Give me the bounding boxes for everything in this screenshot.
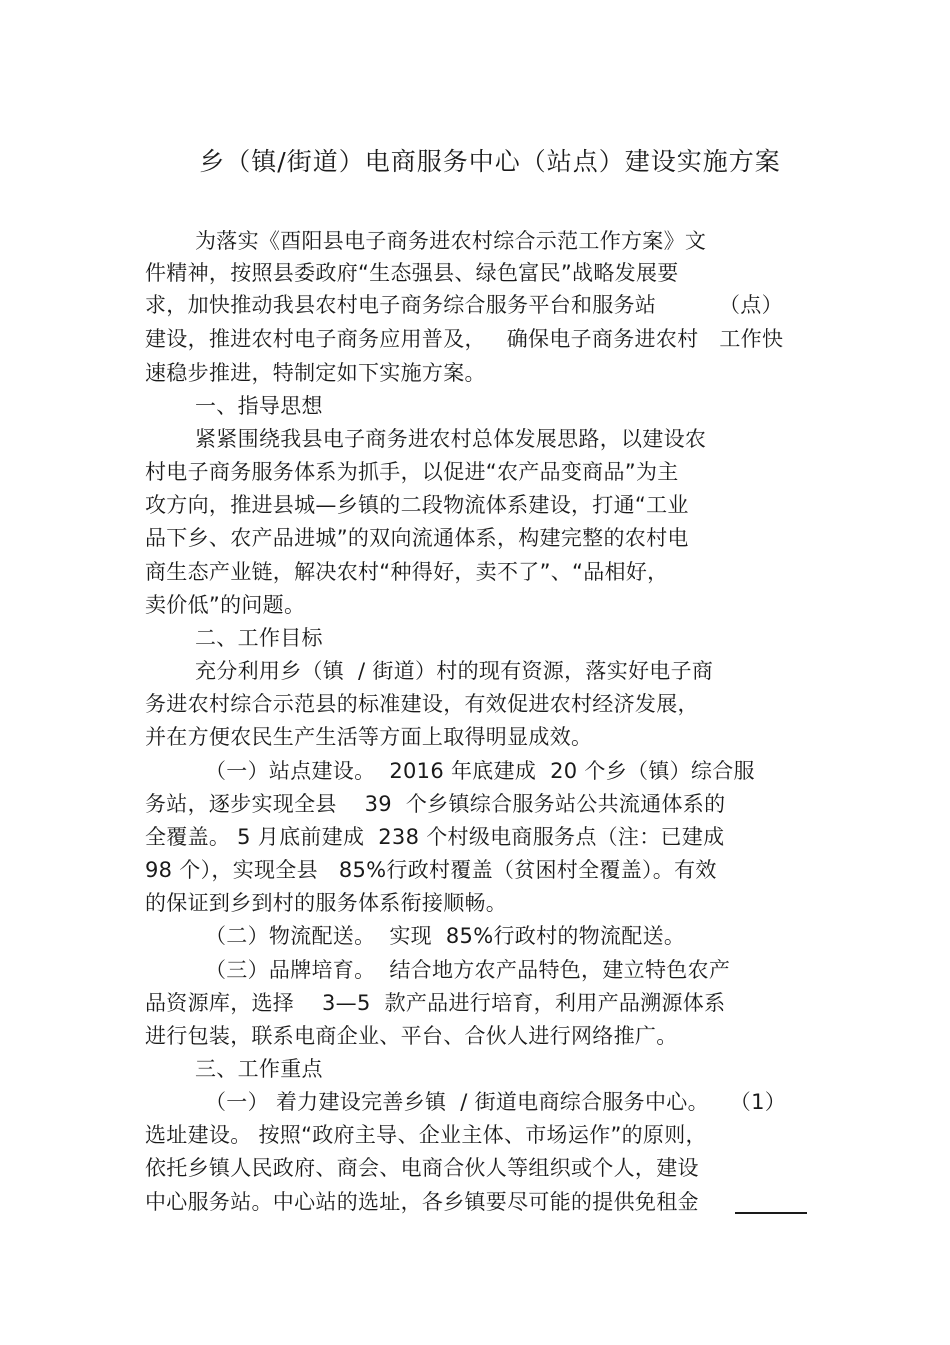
body-line: 村电子商务服务体系为抓手，以促进“农产品变商品”为主 <box>145 460 679 484</box>
body-line: 98 个），实现全县 85%行政村覆盖（贫困村全覆盖）。有效 <box>145 858 717 882</box>
body-line: 并在方便农民生产生活等方面上取得明显成效。 <box>145 725 593 749</box>
body-line: 卖价低”的问题。 <box>145 593 306 617</box>
body-line: （一）站点建设。 2016 年底建成 20 个乡（镇）综合服 <box>205 759 755 783</box>
body-line: 求，加快推动我县农村电子商务综合服务平台和服务站 （点） <box>145 293 783 317</box>
body-line: （二）物流配送。 实现 85%行政村的物流配送。 <box>205 924 686 948</box>
body-line: 的保证到乡到村的服务体系衔接顺畅。 <box>145 891 508 915</box>
body-line: 件精神，按照县委政府“生态强县、绿色富民”战略发展要 <box>145 261 679 285</box>
section-heading: 三、工作重点 <box>195 1057 323 1081</box>
body-line: 攻方向，推进县城—乡镇的二段物流体系建设，打通“工业 <box>145 493 689 517</box>
section-heading: 一、指导思想 <box>195 394 323 418</box>
section-heading: 二、工作目标 <box>195 626 323 650</box>
document-title: 乡（镇/街道）电商服务中心（站点）建设实施方案 <box>199 147 781 176</box>
body-line: 商生态产业链，解决农村“种得好，卖不了”、“品相好， <box>145 560 669 584</box>
body-line: 务进农村综合示范县的标准建设，有效促进农村经济发展， <box>145 692 699 716</box>
body-line: 全覆盖。 5 月底前建成 238 个村级电商服务点（注：已建成 <box>145 825 725 849</box>
body-line: 充分利用乡（镇 / 街道）村的现有资源，落实好电子商 <box>195 659 714 683</box>
body-line: 品下乡、农产品进城”的双向流通体系，构建完整的农村电 <box>145 526 689 550</box>
body-line: （三）品牌培育。 结合地方农产品特色，建立特色农产 <box>205 958 731 982</box>
blank-underline <box>735 1212 807 1214</box>
body-line: 紧紧围绕我县电子商务进农村总体发展思路，以建设农 <box>195 427 707 451</box>
body-line: 速稳步推进，特制定如下实施方案。 <box>145 361 486 385</box>
body-line: 进行包装，联系电商企业、平台、合伙人进行网络推广。 <box>145 1024 678 1048</box>
body-line: 为落实《酉阳县电子商务进农村综合示范工作方案》文 <box>195 229 707 253</box>
body-line: 选址建设。 按照“政府主导、企业主体、市场运作”的原则， <box>145 1123 707 1147</box>
body-line: 依托乡镇人民政府、商会、电商合伙人等组织或个人，建设 <box>145 1156 699 1180</box>
body-line: 建设，推进农村电子商务应用普及， 确保电子商务进农村 工作快 <box>145 327 784 351</box>
body-line: 品资源库，选择 3—5 款产品进行培育，利用产品溯源体系 <box>145 991 726 1015</box>
body-line: 中心服务站。中心站的选址，各乡镇要尽可能的提供免租金 <box>145 1190 699 1214</box>
body-line: （一） 着力建设完善乡镇 / 街道电商综合服务中心。 （1） <box>205 1090 787 1114</box>
body-line: 务站，逐步实现全县 39 个乡镇综合服务站公共流通体系的 <box>145 792 726 816</box>
